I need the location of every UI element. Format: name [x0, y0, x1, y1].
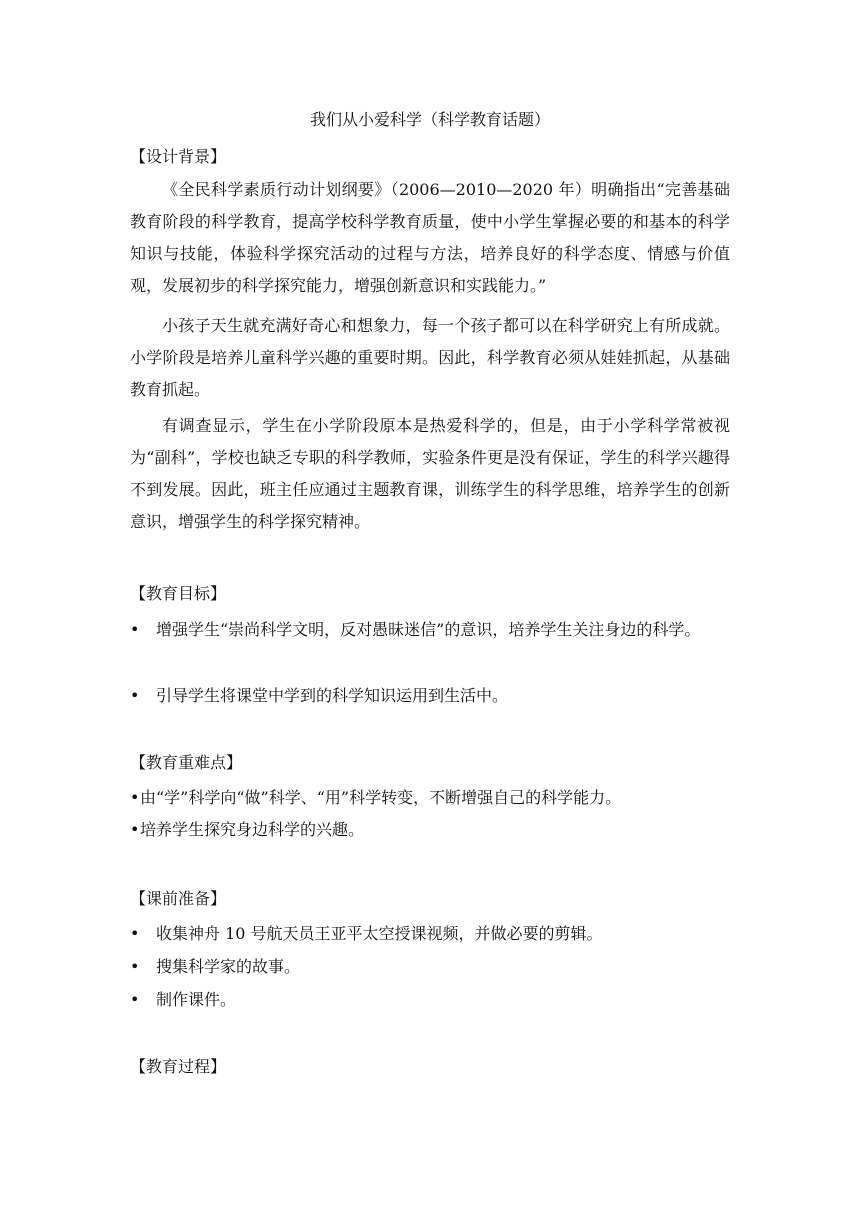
section-heading-process: 【教育过程】: [130, 1057, 227, 1076]
key-point-item-text: 由“学”科学向“做”科学、“用”科学转变，不断增强自己的科学能力。: [140, 788, 622, 807]
bullet-symbol: •: [130, 990, 140, 1009]
document-title: 我们从小爱科学（科学教育话题）: [309, 110, 550, 129]
section-heading-preparation: 【课前准备】: [130, 889, 227, 908]
goal-item: [130, 614, 730, 646]
background-paragraph-3: 有调查显示，学生在小学阶段原本是热爱科学的，但是，由于小学科学常被视为“副科”，学校也缺乏专职的科学教师，实验条件更是没有保证，学生的科学兴趣得不到发展。因此，班主任应通过主题教育课，训练学生的科学思维，培养学生的创新意识，增强学生的科学探究精神。: [130, 416, 730, 531]
key-point-item: [130, 814, 730, 846]
key-point-item: [130, 782, 730, 814]
preparation-item: [130, 918, 730, 950]
preparation-item: [130, 984, 730, 1016]
goal-item-text: 引导学生将课堂中学到的科学知识运用到生活中。: [156, 686, 509, 705]
goal-item-text: 增强学生“崇尚科学文明，反对愚昧迷信”的意识，培养学生关注身边的科学。: [156, 620, 701, 639]
bullet-symbol: •: [130, 820, 140, 839]
bullet-symbol: •: [130, 788, 140, 807]
bullet-symbol: •: [130, 686, 140, 705]
bullet-symbol: •: [130, 620, 140, 639]
bullet-symbol: •: [130, 924, 140, 943]
preparation-item-text: 制作课件。: [156, 990, 237, 1009]
section-heading-background: 【设计背景】: [130, 147, 227, 166]
background-paragraph-1: 《全民科学素质行动计划纲要》（2006—2010—2020 年）明确指出“完善基础教育阶段的科学教育，提高学校科学教育质量，使中小学生掌握必要的和基本的科学知识与技能，体验科学探究活动的过程与方法，培养良好的科学态度、情感与价值观，发展初步的科学探究能力，增强创新意识和实践能力。”: [130, 180, 730, 295]
bullet-symbol: •: [130, 957, 140, 976]
preparation-item-text: 搜集科学家的故事。: [156, 957, 301, 976]
section-heading-goals: 【教育目标】: [130, 584, 227, 603]
background-paragraph-2: 小孩子天生就充满好奇心和想象力，每一个孩子都可以在科学研究上有所成就。小学阶段是培养儿童科学兴趣的重要时期。因此，科学教育必须从娃娃抓起，从基础教育抓起。: [130, 316, 730, 399]
preparation-item: [130, 951, 730, 983]
goal-item: [130, 680, 730, 712]
section-heading-key-points: 【教育重难点】: [130, 753, 243, 772]
key-point-item-text: 培养学生探究身边科学的兴趣。: [140, 820, 365, 839]
preparation-item-text: 收集神舟 10 号航天员王亚平太空授课视频，并做必要的剪辑。: [156, 924, 603, 943]
